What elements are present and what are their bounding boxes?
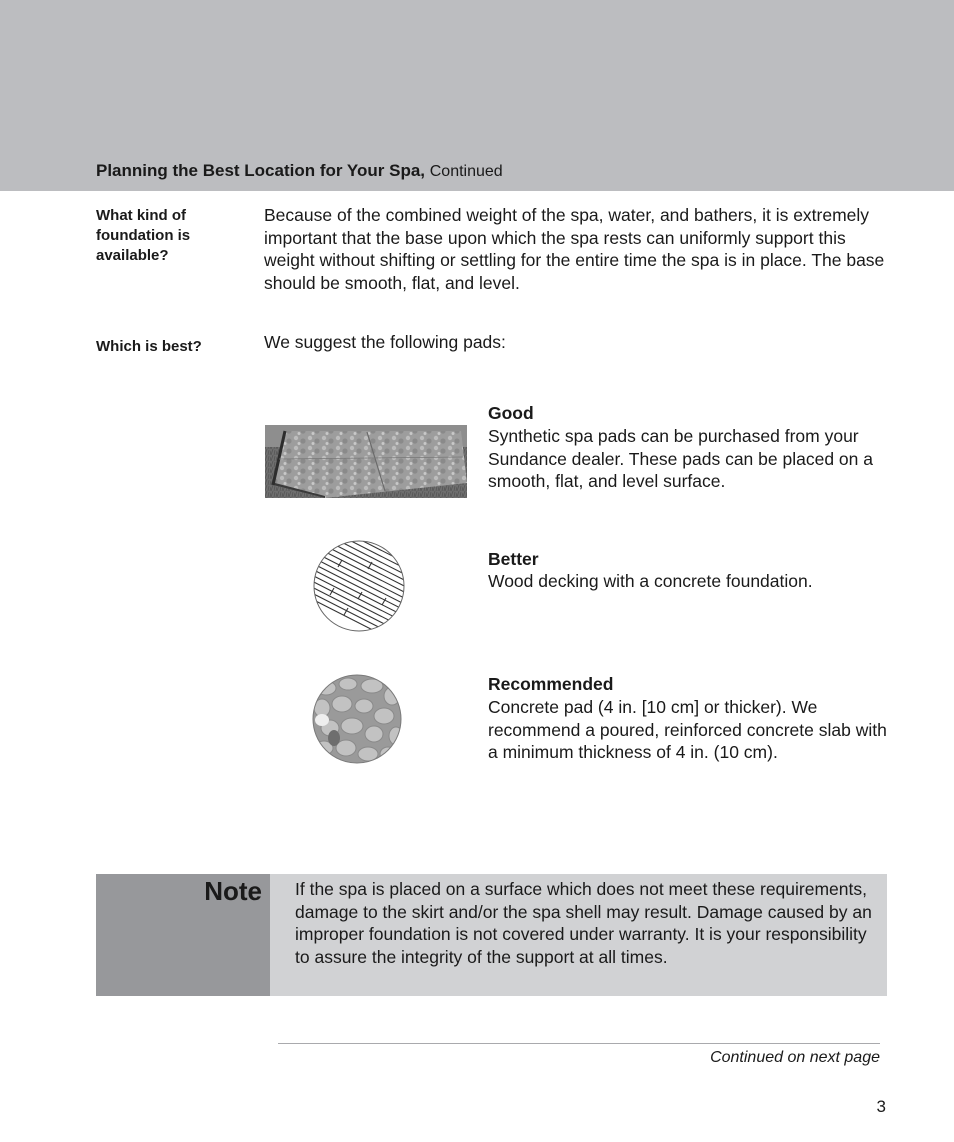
- note-label-cell: [96, 874, 270, 996]
- page-section-title: [96, 161, 503, 181]
- pad-good-description: Synthetic spa pads can be purchased from your Sundance dealer. These pads can be placed on a smooth, flat, and level surface.: [488, 426, 873, 492]
- section-title-continued: Continued: [429, 163, 503, 180]
- continued-on-next-page: Continued on next page: [710, 1049, 880, 1066]
- pad-good-title: Good: [488, 403, 534, 423]
- pad-recommended-description: Concrete pad (4 in. [10 cm] or thicker). We recommend a poured, reinforced concrete slab with a minimum thickness of 4 in. (10 cm).: [488, 697, 887, 763]
- concrete-pad-icon: [312, 674, 402, 764]
- pad-better-description: Wood decking with a concrete foundation.: [488, 571, 813, 591]
- foundation-paragraph: Because of the combined weight of the spa, water, and bathers, it is extremely important that the base upon which the spa rests can uniformly support this weight without shifting or settling for the entire time the spa is in place. The base should be smooth, flat, and level.: [264, 205, 885, 294]
- pad-better-title: Better: [488, 549, 539, 569]
- note-text: If the spa is placed on a surface which does not meet these requirements, damage to the skirt and/or the spa shell may result. Damage caused by an improper foundation is not covered under warranty. It is your responsibility to assure the integrity of the support at all times.: [295, 879, 872, 968]
- note-box: [96, 874, 887, 996]
- footer-divider: [278, 1043, 880, 1044]
- pads-intro: We suggest the following pads:: [264, 332, 506, 352]
- foundation-question: What kind of foundation is available?: [96, 207, 191, 264]
- page-number: 3: [876, 1097, 886, 1116]
- synthetic-spa-pad-photo: [265, 425, 467, 498]
- note-label: Note: [204, 876, 262, 906]
- section-title: Planning the Best Location for Your Spa,: [96, 161, 426, 180]
- which-is-best-question: Which is best?: [96, 338, 202, 355]
- wood-decking-icon: [312, 540, 406, 632]
- pad-recommended-title: Recommended: [488, 674, 614, 694]
